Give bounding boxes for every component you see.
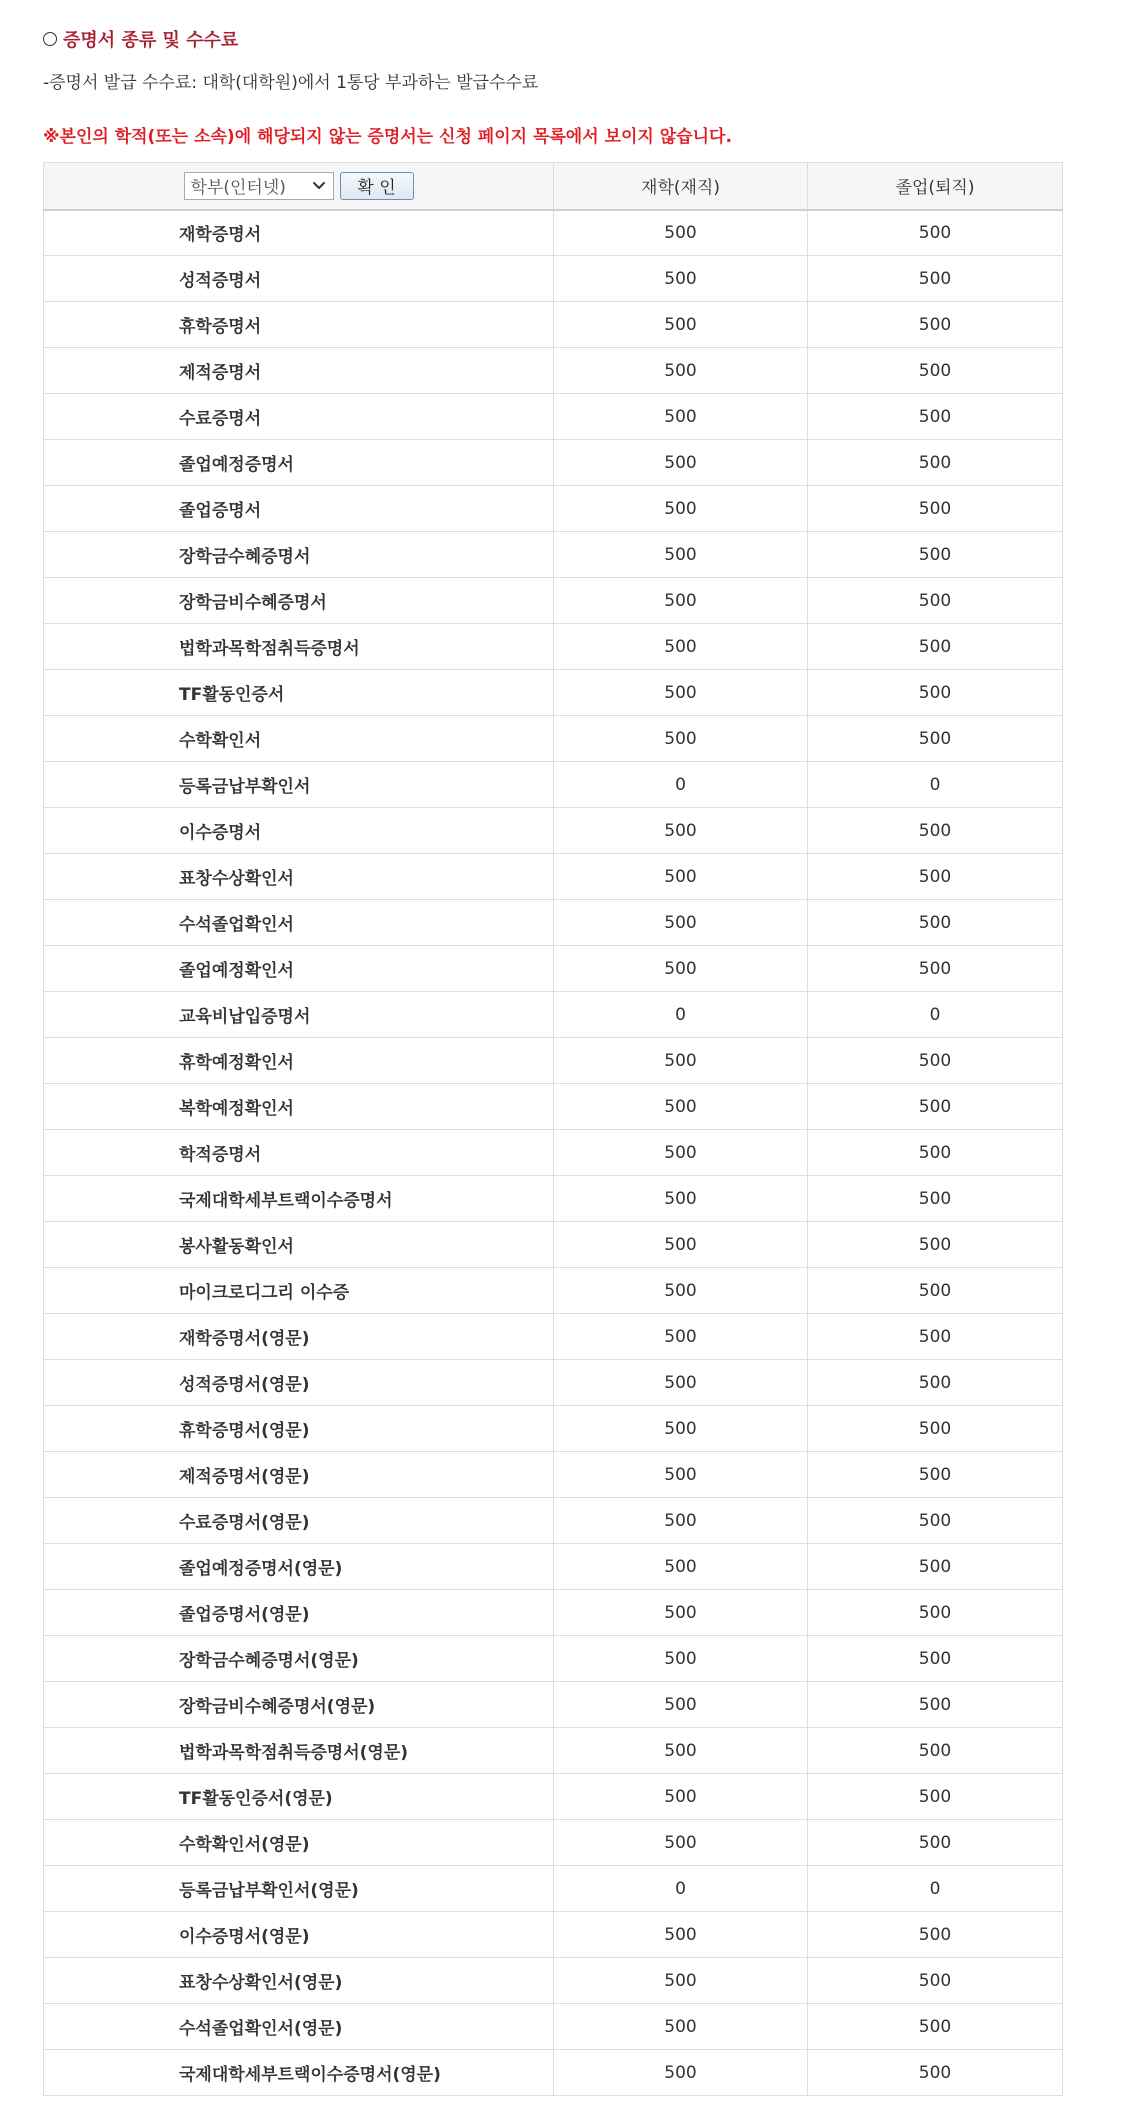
fee-graduated: 500 xyxy=(808,1130,1063,1176)
table-row xyxy=(44,670,1063,716)
fee-enrolled: 500 xyxy=(554,1130,808,1176)
fee-graduated: 500 xyxy=(808,854,1063,900)
certificate-name: 법학과목학점취득증명서 xyxy=(44,624,554,670)
certificate-name: 마이크로디그리 이수증 xyxy=(44,1268,554,1314)
table-row xyxy=(44,1498,1063,1544)
certificate-name: TF활동인증서(영문) xyxy=(44,1774,554,1820)
certificate-name: 졸업예정증명서(영문) xyxy=(44,1544,554,1590)
certificate-name: 수료증명서 xyxy=(44,394,554,440)
table-row xyxy=(44,1866,1063,1912)
certificate-name: 등록금납부확인서(영문) xyxy=(44,1866,554,1912)
fee-enrolled: 500 xyxy=(554,1682,808,1728)
program-select[interactable] xyxy=(184,172,334,200)
program-select-value: 학부(인터넷) xyxy=(190,178,286,199)
section-title xyxy=(43,26,238,52)
fee-enrolled: 500 xyxy=(554,624,808,670)
fee-enrolled: 500 xyxy=(554,532,808,578)
table-row xyxy=(44,1774,1063,1820)
table-row xyxy=(44,440,1063,486)
fee-enrolled: 500 xyxy=(554,1774,808,1820)
table-row xyxy=(44,1268,1063,1314)
fee-enrolled: 500 xyxy=(554,1360,808,1406)
fee-graduated: 500 xyxy=(808,578,1063,624)
certificate-name: 학적증명서 xyxy=(44,1130,554,1176)
fee-graduated: 0 xyxy=(808,1866,1063,1912)
table-row xyxy=(44,302,1063,348)
fee-graduated: 500 xyxy=(808,900,1063,946)
certificate-name: TF활동인증서 xyxy=(44,670,554,716)
certificate-fee-table xyxy=(43,162,1063,2096)
table-row xyxy=(44,578,1063,624)
fee-enrolled: 500 xyxy=(554,1406,808,1452)
fee-graduated: 500 xyxy=(808,1222,1063,1268)
fee-enrolled: 500 xyxy=(554,348,808,394)
table-row xyxy=(44,1222,1063,1268)
fee-graduated: 0 xyxy=(808,762,1063,808)
certificate-name: 수석졸업확인서 xyxy=(44,900,554,946)
certificate-name: 이수증명서(영문) xyxy=(44,1912,554,1958)
certificate-name: 장학금수혜증명서(영문) xyxy=(44,1636,554,1682)
certificate-name: 휴학증명서 xyxy=(44,302,554,348)
fee-enrolled: 500 xyxy=(554,440,808,486)
fee-enrolled: 500 xyxy=(554,1084,808,1130)
fee-enrolled: 500 xyxy=(554,486,808,532)
circle-outline-icon xyxy=(43,32,57,46)
table-row xyxy=(44,1590,1063,1636)
fee-graduated: 500 xyxy=(808,1452,1063,1498)
table-row xyxy=(44,1544,1063,1590)
table-row xyxy=(44,624,1063,670)
fee-graduated: 500 xyxy=(808,2050,1063,2096)
table-row xyxy=(44,210,1063,256)
header-graduated: 졸업(퇴직) xyxy=(808,163,1063,210)
fee-graduated: 500 xyxy=(808,1590,1063,1636)
chevron-down-icon xyxy=(311,177,327,193)
fee-enrolled: 500 xyxy=(554,808,808,854)
table-row xyxy=(44,256,1063,302)
certificate-name: 이수증명서 xyxy=(44,808,554,854)
certificate-name: 재학증명서(영문) xyxy=(44,1314,554,1360)
fee-enrolled: 500 xyxy=(554,900,808,946)
fee-enrolled: 500 xyxy=(554,1222,808,1268)
fee-enrolled: 500 xyxy=(554,1820,808,1866)
certificate-name: 졸업증명서 xyxy=(44,486,554,532)
certificate-name: 봉사활동확인서 xyxy=(44,1222,554,1268)
fee-enrolled: 500 xyxy=(554,256,808,302)
certificate-name: 표창수상확인서(영문) xyxy=(44,1958,554,2004)
certificate-name: 장학금비수혜증명서(영문) xyxy=(44,1682,554,1728)
fee-table-body xyxy=(44,210,1063,2096)
fee-graduated: 500 xyxy=(808,1636,1063,1682)
fee-graduated: 500 xyxy=(808,670,1063,716)
fee-graduated: 500 xyxy=(808,210,1063,256)
fee-enrolled: 500 xyxy=(554,1268,808,1314)
fee-graduated: 500 xyxy=(808,1728,1063,1774)
header-enrolled: 재학(재직) xyxy=(554,163,808,210)
certificate-name: 제적증명서(영문) xyxy=(44,1452,554,1498)
fee-graduated: 500 xyxy=(808,532,1063,578)
certificate-name: 성적증명서 xyxy=(44,256,554,302)
fee-enrolled: 500 xyxy=(554,1452,808,1498)
table-row xyxy=(44,1820,1063,1866)
fee-graduated: 500 xyxy=(808,808,1063,854)
fee-graduated: 500 xyxy=(808,716,1063,762)
fee-graduated: 500 xyxy=(808,624,1063,670)
fee-enrolled: 0 xyxy=(554,762,808,808)
table-row xyxy=(44,1636,1063,1682)
certificate-name: 수학확인서 xyxy=(44,716,554,762)
fee-enrolled: 500 xyxy=(554,1498,808,1544)
table-row xyxy=(44,2004,1063,2050)
table-row xyxy=(44,854,1063,900)
fee-graduated: 500 xyxy=(808,256,1063,302)
fee-graduated: 500 xyxy=(808,1544,1063,1590)
fee-enrolled: 0 xyxy=(554,992,808,1038)
table-row xyxy=(44,1682,1063,1728)
table-row xyxy=(44,1912,1063,1958)
fee-enrolled: 500 xyxy=(554,302,808,348)
fee-graduated: 500 xyxy=(808,1406,1063,1452)
fee-graduated: 500 xyxy=(808,440,1063,486)
table-row xyxy=(44,1406,1063,1452)
certificate-name: 장학금비수혜증명서 xyxy=(44,578,554,624)
table-row xyxy=(44,1958,1063,2004)
fee-enrolled: 500 xyxy=(554,210,808,256)
fee-graduated: 500 xyxy=(808,1774,1063,1820)
fee-graduated: 500 xyxy=(808,1912,1063,1958)
fee-graduated: 500 xyxy=(808,1176,1063,1222)
table-row xyxy=(44,1314,1063,1360)
fee-description: -증명서 발급 수수료: 대학(대학원)에서 1통당 부과하는 발급수수료 xyxy=(43,73,539,93)
fee-enrolled: 500 xyxy=(554,578,808,624)
table-row xyxy=(44,762,1063,808)
certificate-name: 졸업예정증명서 xyxy=(44,440,554,486)
table-row xyxy=(44,1360,1063,1406)
certificate-name: 휴학예정확인서 xyxy=(44,1038,554,1084)
fee-enrolled: 500 xyxy=(554,1314,808,1360)
fee-enrolled: 500 xyxy=(554,1544,808,1590)
table-row xyxy=(44,1130,1063,1176)
fee-enrolled: 500 xyxy=(554,394,808,440)
fee-enrolled: 500 xyxy=(554,1728,808,1774)
fee-graduated: 500 xyxy=(808,348,1063,394)
fee-enrolled: 500 xyxy=(554,1590,808,1636)
table-header-row xyxy=(44,163,1063,210)
certificate-name: 졸업예정확인서 xyxy=(44,946,554,992)
fee-graduated: 500 xyxy=(808,394,1063,440)
fee-graduated: 0 xyxy=(808,992,1063,1038)
certificate-name: 표창수상확인서 xyxy=(44,854,554,900)
table-row xyxy=(44,1728,1063,1774)
fee-graduated: 500 xyxy=(808,302,1063,348)
fee-graduated: 500 xyxy=(808,2004,1063,2050)
fee-graduated: 500 xyxy=(808,1268,1063,1314)
table-row xyxy=(44,1452,1063,1498)
fee-graduated: 500 xyxy=(808,1498,1063,1544)
fee-enrolled: 500 xyxy=(554,1912,808,1958)
table-row xyxy=(44,1176,1063,1222)
certificate-name: 수학확인서(영문) xyxy=(44,1820,554,1866)
certificate-name: 국제대학세부트랙이수증명서(영문) xyxy=(44,2050,554,2096)
table-row xyxy=(44,716,1063,762)
fee-enrolled: 500 xyxy=(554,2050,808,2096)
table-row xyxy=(44,946,1063,992)
table-row xyxy=(44,808,1063,854)
fee-enrolled: 500 xyxy=(554,854,808,900)
certificate-name: 수료증명서(영문) xyxy=(44,1498,554,1544)
certificate-name: 법학과목학점취득증명서(영문) xyxy=(44,1728,554,1774)
certificate-name: 수석졸업확인서(영문) xyxy=(44,2004,554,2050)
table-row xyxy=(44,486,1063,532)
fee-graduated: 500 xyxy=(808,1360,1063,1406)
certificate-name: 장학금수혜증명서 xyxy=(44,532,554,578)
certificate-name: 교육비납입증명서 xyxy=(44,992,554,1038)
certificate-name: 재학증명서 xyxy=(44,210,554,256)
certificate-name: 졸업증명서(영문) xyxy=(44,1590,554,1636)
fee-graduated: 500 xyxy=(808,1084,1063,1130)
certificate-name: 등록금납부확인서 xyxy=(44,762,554,808)
section-title-text: 증명서 종류 및 수수료 xyxy=(63,30,239,51)
fee-enrolled: 500 xyxy=(554,1038,808,1084)
fee-enrolled: 500 xyxy=(554,716,808,762)
table-row xyxy=(44,1038,1063,1084)
fee-enrolled: 500 xyxy=(554,670,808,716)
certificate-name: 복학예정확인서 xyxy=(44,1084,554,1130)
table-row xyxy=(44,1084,1063,1130)
fee-enrolled: 500 xyxy=(554,2004,808,2050)
certificate-name: 휴학증명서(영문) xyxy=(44,1406,554,1452)
table-row xyxy=(44,2050,1063,2096)
fee-graduated: 500 xyxy=(808,1958,1063,2004)
table-row xyxy=(44,348,1063,394)
header-program-cell xyxy=(44,163,554,210)
certificate-name: 성적증명서(영문) xyxy=(44,1360,554,1406)
fee-graduated: 500 xyxy=(808,1820,1063,1866)
certificate-name: 국제대학세부트랙이수증명서 xyxy=(44,1176,554,1222)
fee-graduated: 500 xyxy=(808,486,1063,532)
table-row xyxy=(44,900,1063,946)
fee-enrolled: 0 xyxy=(554,1866,808,1912)
fee-enrolled: 500 xyxy=(554,946,808,992)
table-row xyxy=(44,532,1063,578)
confirm-button[interactable]: 확 인 xyxy=(340,172,414,200)
fee-graduated: 500 xyxy=(808,1038,1063,1084)
fee-graduated: 500 xyxy=(808,1682,1063,1728)
fee-enrolled: 500 xyxy=(554,1958,808,2004)
fee-enrolled: 500 xyxy=(554,1176,808,1222)
fee-graduated: 500 xyxy=(808,1314,1063,1360)
certificate-name: 제적증명서 xyxy=(44,348,554,394)
table-row xyxy=(44,394,1063,440)
fee-enrolled: 500 xyxy=(554,1636,808,1682)
fee-graduated: 500 xyxy=(808,946,1063,992)
visibility-notice: ※본인의 학적(또는 소속)에 해당되지 않는 증명서는 신청 페이지 목록에서 보이지 않습니다. xyxy=(43,127,732,147)
table-row xyxy=(44,992,1063,1038)
